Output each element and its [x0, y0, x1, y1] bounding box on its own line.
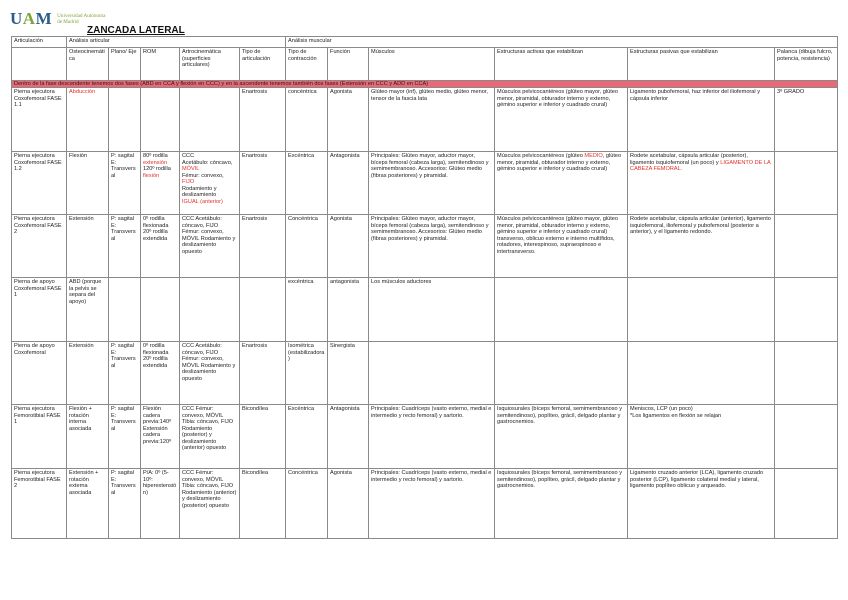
- header-funcion: Función: [328, 48, 369, 81]
- cell-plano: P: sagital E: Transversal: [109, 405, 141, 469]
- cell-articulacion: Pierna ejecutora Coxofemoral FASE 1.1: [12, 88, 67, 152]
- table-row: [12, 342, 838, 405]
- cell-articulacion: Pierna de apoyo Coxofemoral FASE 1: [12, 278, 67, 342]
- cell-artrocinematica: CCC Fémur: convexo, MÓVIL Tibia: cóncavo, FIJO Rodamiento (posterior) y deslizamiento (anterior) opuesto: [180, 405, 240, 469]
- cell-tipo-contraccion: concéntrica: [286, 88, 328, 152]
- cell-articulacion: Pierna ejecutora Femorotibial FASE 1: [12, 405, 67, 469]
- artro-text: MÓVIL: [182, 166, 200, 172]
- rom-line: 120º rodilla: [143, 166, 171, 172]
- table-row: [12, 152, 838, 215]
- cell-tipo-contraccion: Excéntrica: [286, 405, 328, 469]
- phase-note-row: [12, 81, 838, 88]
- header-musculos: Músculos: [369, 48, 495, 81]
- cell-palanca: [775, 215, 838, 278]
- header-artrocinematica: Artrocinemática (superficies articulares): [180, 48, 240, 81]
- phase-note: Dentro de la fase descendente tenemos dos fases (ABD en CCA y flexión en CCC) y en la ascendente tenemos también dos fases (Extensión en CCC y ADD en CCA): [12, 81, 838, 88]
- table-row: [12, 469, 838, 539]
- rom-line: 80º rodilla: [143, 153, 168, 159]
- cell-activas: Isquiosurales (bíceps femoral, semimembranoso y semitendinoso), poplíteo, grácil, delgado plantar y gastrocnemios.: [495, 469, 628, 539]
- artro-line: Fémur: convexo,: [182, 172, 224, 179]
- artro-line: IGUAL (anterior): [182, 198, 223, 205]
- cell-tipo-contraccion: Isométrica (estabilizadora): [286, 342, 328, 405]
- cell-musculos: Principales: Cuadríceps (vasto externo, medial e intermedio y recto femoral) y sartorio.: [369, 469, 495, 539]
- header-activas: Estructuras activas que estabilizan: [495, 48, 628, 81]
- cell-activas: Músculos pelvicocantéreos (glúteo mayor, glúteo menor, piramidal, obturador interno y externo, gémino superior e inferior y cuadrado crural) transverso, oblicuo externo e interno multífidos, rotadores, interespinoso, supraespinoso e intertransverso.: [495, 215, 628, 278]
- cell-plano: P: sagital E: Transversal: [109, 342, 141, 405]
- artro-line: CCC: [182, 153, 195, 159]
- cell-activas: [495, 342, 628, 405]
- cell-pasivas: [628, 278, 775, 342]
- cell-tipo-articulacion: Enartrosis: [240, 215, 286, 278]
- header-empty: [12, 48, 67, 81]
- logo-mark: UAM: [10, 9, 53, 28]
- header-tipo-articulacion: Tipo de articulación: [240, 48, 286, 81]
- cell-osteocinematica: Flexión + rotación interna asociada: [67, 405, 109, 469]
- cell-pasivas: Ligamento pubofemoral, haz inferior del iliofemoral y cápsula inferior: [628, 88, 775, 152]
- header-tipo-contraccion: Tipo de contracción: [286, 48, 328, 81]
- header-plano-eje: Plano/ Eje: [109, 48, 141, 81]
- cell-funcion: Antagonista: [328, 405, 369, 469]
- cell-tipo-articulacion: Enartrosis: [240, 88, 286, 152]
- cell-musculos: Principales: Glúteo mayor, aductor mayor, bíceps femoral (cabeza larga), semitendinoso y semimembranoso. Accesorios: Glúteo medio (fibras posteriores) y piramidal.: [369, 152, 495, 215]
- cell-rom: [141, 278, 180, 342]
- cell-artrocinematica: [180, 88, 240, 152]
- cell-osteocinematica: Extensión + rotación externa asociada: [67, 469, 109, 539]
- cell-tipo-articulacion: Bicondílea: [240, 469, 286, 539]
- header-analisis-articular: Análisis articular: [67, 37, 286, 48]
- pasivas-line: Meniscos, LCP (un poco): [630, 406, 693, 412]
- activas-text: Músculos pelvicocantéreos (glúteo: [497, 153, 583, 159]
- cell-musculos: Los músculos aductores: [369, 278, 495, 342]
- cell-artrocinematica: CCC Acetábulo: cóncavo, FIJO Fémur: convexo, MÓVIL Rodamiento y deslizamiento opuesto: [180, 342, 240, 405]
- cell-tipo-articulacion: [240, 278, 286, 342]
- cell-plano: [109, 88, 141, 152]
- cell-pasivas: [628, 342, 775, 405]
- header-articulacion: Articulación: [12, 37, 67, 48]
- cell-tipo-articulacion: Enartrosis: [240, 342, 286, 405]
- logo-line-2: de Madrid: [57, 19, 79, 25]
- cell-palanca: [775, 278, 838, 342]
- activas-text: , glúteo menor, piramidal, obturador interno y externo, gémino superior e inferior y cuadrado crural): [497, 153, 622, 172]
- cell-osteocinematica: Abducción: [67, 88, 109, 152]
- table-row: [12, 405, 838, 469]
- cell-funcion: Agonista: [328, 215, 369, 278]
- cell-rom: P/A: 0º (5-10º: hiperextensión): [141, 469, 180, 539]
- table-row: [12, 278, 838, 342]
- logo-line-1: Universidad Autónoma: [57, 13, 106, 19]
- cell-plano: P: sagital E: Transversal: [109, 152, 141, 215]
- artro-line: [182, 160, 237, 173]
- cell-rom: 0º rodilla flexionada 20º rodilla extendida: [141, 215, 180, 278]
- cell-activas: [495, 278, 628, 342]
- header-pasivas: Estructuras pasivas que estabilizan: [628, 48, 775, 81]
- artro-line: FIJO: [182, 179, 195, 185]
- cell-tipo-articulacion: Bicondílea: [240, 405, 286, 469]
- cell-artrocinematica: [180, 278, 240, 342]
- cell-articulacion: Pierna ejecutora Femorotibial FASE 2: [12, 469, 67, 539]
- cell-osteocinematica: Extensión: [67, 215, 109, 278]
- cell-palanca: [775, 469, 838, 539]
- cell-musculos: Glúteo mayor (inf), glúteo medio, glúteo menor, tensor de la fascia lata: [369, 88, 495, 152]
- artro-line: Rodamiento y deslizamiento: [182, 185, 217, 198]
- cell-plano: P: sagital E: Transversal: [109, 215, 141, 278]
- cell-tipo-contraccion: excéntrica: [286, 278, 328, 342]
- cell-funcion: Sinergista: [328, 342, 369, 405]
- cell-funcion: Agonista: [328, 88, 369, 152]
- cell-articulacion: Pierna ejecutora Coxofemoral FASE 2: [12, 215, 67, 278]
- cell-rom: [141, 88, 180, 152]
- analysis-table: [11, 36, 838, 539]
- activas-text: MEDIO: [584, 153, 603, 159]
- cell-plano: P: sagital E: Transversal: [109, 469, 141, 539]
- cell-palanca: 3º GRADO: [775, 88, 838, 152]
- artro-text: Acetábulo: cóncavo,: [182, 159, 233, 166]
- cell-osteocinematica: Extensión: [67, 342, 109, 405]
- cell-articulacion: Pierna de apoyo Coxofemoral: [12, 342, 67, 405]
- cell-palanca: [775, 342, 838, 405]
- document-title: ZANCADA LATERAL: [87, 25, 185, 36]
- cell-pasivas: Ligamento cruzado anterior (LCA), ligamento cruzado posterior (LCP), ligamento colateral medial y lateral, ligamento poplíteo oblicuo y arqueado.: [628, 469, 775, 539]
- pasivas-text: Rodete acetabular, cápsula articular (posterior), ligamento isquiofemoral (un poco) y: [630, 153, 748, 166]
- table-top-header-row: [12, 37, 838, 48]
- cell-activas: Músculos pelvicocantéreos (glúteo mayor, glúteo menor, piramidal, obturador interno y externo, gémino superior e inferior y cuadrado crural): [495, 88, 628, 152]
- table-row: [12, 88, 838, 152]
- cell-rom: [141, 152, 180, 215]
- pasivas-line: *Los ligamentos en flexión se relajan: [630, 412, 722, 419]
- cell-tipo-contraccion: Concéntrica: [286, 469, 328, 539]
- table-row: [12, 215, 838, 278]
- cell-activas: Isquiosurales (bíceps femoral, semimembranoso y semitendinoso), poplíteo, grácil, delgado plantar y gastrocnemios.: [495, 405, 628, 469]
- cell-tipo-contraccion: Excéntrica: [286, 152, 328, 215]
- cell-musculos: [369, 342, 495, 405]
- cell-rom: 0º rodilla flexionada 20º rodilla extendida: [141, 342, 180, 405]
- cell-funcion: Agonista: [328, 469, 369, 539]
- rom-line: extensión: [143, 159, 167, 166]
- cell-tipo-contraccion: Concéntrica: [286, 215, 328, 278]
- cell-artrocinematica: [180, 152, 240, 215]
- cell-articulacion: Pierna ejecutora Coxofemoral FASE 1.2: [12, 152, 67, 215]
- cell-tipo-articulacion: Enartrosis: [240, 152, 286, 215]
- cell-activas: [495, 152, 628, 215]
- table-column-header-row: [12, 48, 838, 81]
- cell-rom: Flexión cadera previa:140º Extensión cadera previa:120º: [141, 405, 180, 469]
- pasivas-text: LIGAMENTO DE LA CABEZA FEMORAL.: [630, 159, 771, 172]
- cell-osteocinematica: Flexión: [67, 152, 109, 215]
- cell-artrocinematica: CCC Fémur: convexo, MÓVIL Tibia: cóncavo, FIJO Rodamiento (anterior) y deslizamiento (posterior) opuesto: [180, 469, 240, 539]
- cell-palanca: [775, 152, 838, 215]
- cell-pasivas: [628, 405, 775, 469]
- cell-funcion: antagonista: [328, 278, 369, 342]
- header-palanca: Palanca (dibuja fulcro, potencia, resistencia): [775, 48, 838, 81]
- cell-artrocinematica: CCC Acetábulo: cóncavo, FIJO Fémur: convexo, MÓVIL Rodamiento y deslizamiento opuesto: [180, 215, 240, 278]
- cell-palanca: [775, 405, 838, 469]
- cell-funcion: Antagonista: [328, 152, 369, 215]
- header-analisis-muscular: Análisis muscular: [286, 37, 838, 48]
- logo-text: [57, 13, 105, 25]
- rom-line: flexión: [143, 172, 160, 179]
- cell-plano: [109, 278, 141, 342]
- cell-osteocinematica: ABD (porque la pelvis se separa del apoyo): [67, 278, 109, 342]
- header-osteocinematica: Osteocinemática: [67, 48, 109, 81]
- header-rom: ROM: [141, 48, 180, 81]
- cell-pasivas: Rodete acetabular, cápsula articular (anterior), ligamento isquiofemoral, iliofemoral y pubofemoral (posterior a anterior), y el ligamento redondo.: [628, 215, 775, 278]
- cell-musculos: Principales: Glúteo mayor, aductor mayor, bíceps femoral (cabeza larga), semitendinoso y semimembranoso. Accesorios: Glúteo medio (fibras posteriores) y piramidal.: [369, 215, 495, 278]
- cell-musculos: Principales: Cuadríceps (vasto externo, medial e intermedio y recto femoral) y sartorio.: [369, 405, 495, 469]
- cell-pasivas: [628, 152, 775, 215]
